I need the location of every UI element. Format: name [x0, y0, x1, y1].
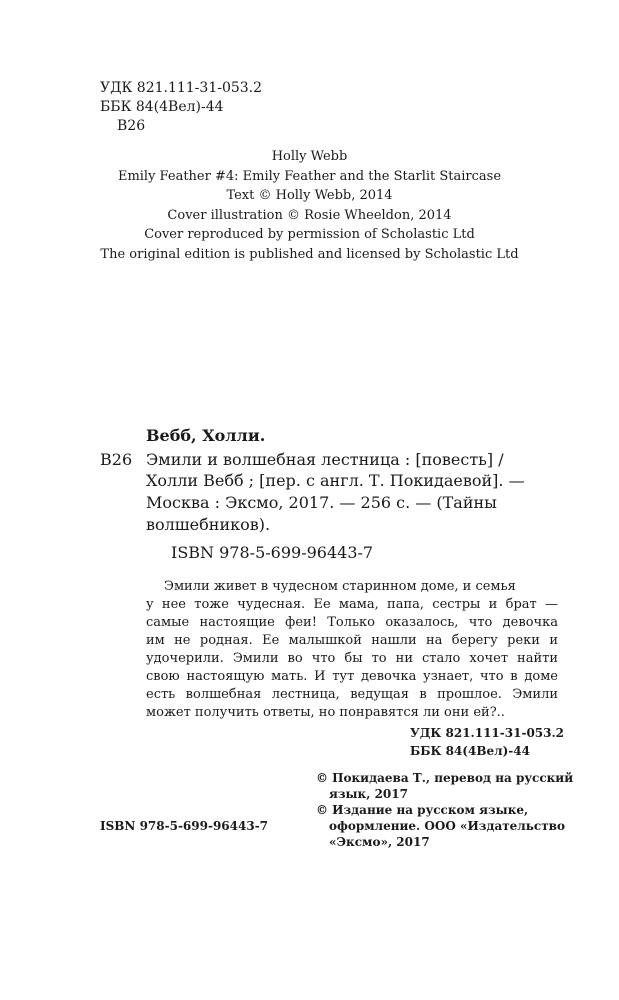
annotation-line: удочерили. Эмили во что бы то ни стало хочет найти [146, 651, 558, 666]
annotation-bbk: ББК 84(4Вел)-44 [410, 744, 530, 758]
annotation-block [146, 578, 558, 722]
top-udk: УДК 821.111-31-053.2 [100, 80, 263, 96]
annotation-line: у нее тоже чудесная. Ее мама, папа, сестры и брат — [146, 597, 558, 612]
copyright-line: © Издание на русском языке, [316, 803, 529, 817]
annotation-line: им не родная. Ее малышкой нашли на берегу реки и [146, 633, 558, 648]
original-edition-line: Cover reproduced by permission of Scholastic Ltd [144, 227, 475, 242]
copyright-line: «Эксмо», 2017 [329, 835, 430, 849]
annotation-line: свою настоящую мать. И тут девочка узнает, что в доме [146, 669, 558, 684]
catalog-isbn: ISBN 978-5-699-96443-7 [171, 543, 374, 562]
footer-isbn: ISBN 978-5-699-96443-7 [100, 819, 269, 833]
original-edition-line: Text © Holly Webb, 2014 [226, 188, 393, 203]
catalog-author: Вебб, Холли. [146, 426, 266, 445]
copyright-line: оформление. ООО «Издательство [329, 819, 565, 833]
catalog-description-line: Москва : Эксмо, 2017. — 256 с. — (Тайны [146, 493, 497, 512]
original-edition-line: Emily Feather #4: Emily Feather and the Starlit Staircase [117, 168, 502, 184]
original-edition-line: Cover illustration © Rosie Wheeldon, 2014 [167, 207, 452, 223]
original-edition-block [0, 147, 619, 264]
annotation-udk: УДК 821.111-31-053.2 [410, 726, 565, 740]
annotation-line: Эмили живет в чудесном старинном доме, и семья [164, 579, 516, 594]
annotation-line: есть волшебная лестница, ведущая в прошлое. Эмили [146, 687, 558, 702]
original-edition-line: Holly Webb [271, 149, 348, 164]
catalog-author-mark: В26 [100, 450, 133, 469]
top-bbk: ББК 84(4Вел)-44 [100, 99, 224, 115]
annotation-line: может получить ответы, но понравятся ли они ей?.. [146, 705, 505, 720]
catalog-description-line: волшебников). [146, 515, 271, 534]
original-edition-line: The original edition is published and licensed by Scholastic Ltd [100, 246, 519, 262]
copyright-line: язык, 2017 [329, 787, 408, 801]
annotation-line: самые настоящие феи! Только оказалось, что девочка [146, 615, 558, 630]
top-author-mark: В26 [117, 118, 146, 134]
catalog-description-line: Эмили и волшебная лестница : [повесть] / [146, 450, 504, 469]
copyright-line: © Покидаева Т., перевод на русский [316, 771, 574, 785]
catalog-description-line: Холли Вебб ; [пер. с англ. Т. Покидаевой]. — [146, 471, 525, 490]
